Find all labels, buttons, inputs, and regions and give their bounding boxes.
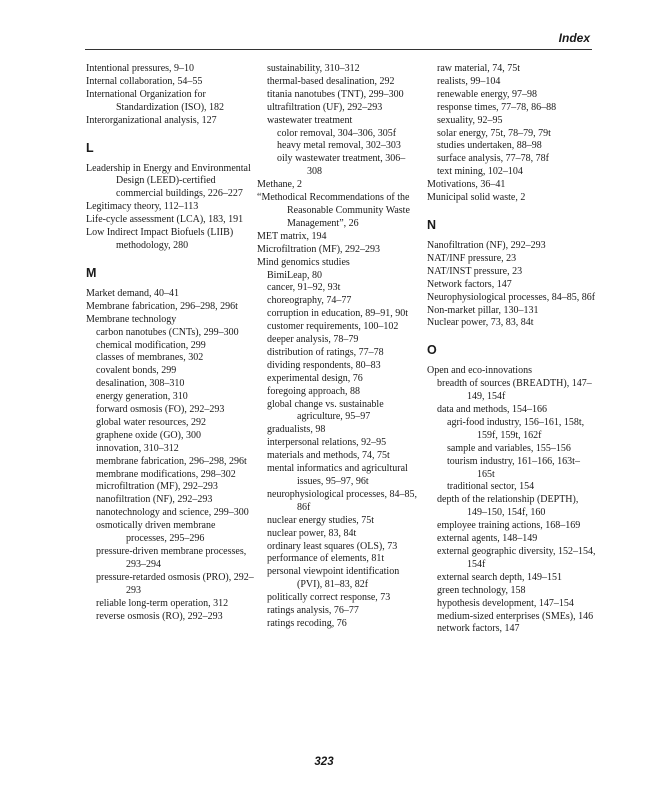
index-entry: Intentional pressures, 9–10 [86, 63, 195, 74]
index-subentry: classes of membranes, 302 [96, 352, 204, 364]
index-subentry: external agents, 148–149 [437, 533, 538, 545]
index-entry: Open and eco-innovations [427, 365, 532, 377]
index-subentry: pressure-retarded osmosis (PRO), 292–293 [96, 571, 254, 596]
index-entry: Interorganizational analysis, 127 [86, 114, 217, 126]
index-entry: Nuclear power, 73, 83, 84t [427, 317, 534, 329]
index-entry: Legitimacy theory, 112–113 [86, 201, 199, 213]
index-subentry: forward osmosis (FO), 292–293 [96, 404, 225, 416]
section-letter: M [86, 265, 97, 280]
index-entry: Membrane fabrication, 296–298, 296t [86, 300, 238, 312]
index-subentry: tourism industry, 161–166, 163t–165t [447, 455, 580, 480]
index-subentry: choreography, 74–77 [267, 295, 352, 307]
index-subentry: nanotechnology and science, 299–300 [96, 507, 249, 519]
index-subentry: cancer, 91–92, 93t [267, 282, 341, 294]
index-subentry: desalination, 308–310 [96, 378, 185, 390]
section-letter: O [427, 343, 437, 358]
index-subentry: network factors, 147 [437, 623, 520, 635]
index-subentry: personal viewpoint identification (PVI), 81–83, 82f [267, 566, 400, 591]
index-subentry: membrane modifications, 298–302 [96, 468, 236, 480]
index-column-1 [86, 63, 256, 623]
index-subentry: ratings analysis, 76–77 [267, 605, 359, 617]
index-subentry: thermal-based desalination, 292 [267, 75, 395, 87]
index-subentry: agri-food industry, 156–161, 158t, 159f, 159t, 162f [447, 416, 585, 441]
index-subentry: osmotically driven membrane processes, 295–296 [96, 520, 216, 545]
index-subentry: sexuality, 92–95 [437, 114, 503, 126]
index-subentry: global change vs. sustainable agriculture, 95–97 [267, 398, 384, 423]
index-entry: Internal collaboration, 54–55 [86, 75, 203, 87]
index-subentry: data and methods, 154–166 [437, 404, 547, 416]
index-subentry: green technology, 158 [437, 584, 526, 596]
index-subentry: wastewater treatment [267, 114, 353, 126]
index-subentry: text mining, 102–104 [437, 166, 523, 178]
page-number: 323 [314, 756, 334, 768]
index-column-2 [257, 63, 417, 631]
index-subentry: surface analysis, 77–78, 78f [437, 153, 549, 165]
index-subentry: sample and variables, 155–156 [447, 442, 571, 454]
index-entry: NAT/INST pressure, 23 [427, 265, 523, 277]
index-subentry: deeper analysis, 78–79 [267, 334, 359, 346]
index-subentry: medium-sized enterprises (SMEs), 146 [437, 610, 594, 622]
index-subentry: ratings recoding, 76 [267, 617, 347, 629]
index-entry: Municipal solid waste, 2 [427, 192, 526, 204]
index-subentry: nanofiltration (NF), 292–293 [96, 494, 213, 506]
index-subentry: external search depth, 149–151 [437, 571, 562, 583]
index-subentry: realists, 99–104 [437, 75, 501, 87]
index-subentry: neurophysiological processes, 84–85, 86f [267, 488, 417, 513]
index-subentry: microfiltration (MF), 292–293 [96, 481, 218, 493]
index-subentry: interpersonal relations, 92–95 [267, 437, 387, 449]
index-subentry: chemical modification, 299 [96, 339, 206, 351]
index-subentry: mental informatics and agricultural issues, 95–97, 96t [267, 463, 408, 487]
index-subentry: graphene oxide (GO), 300 [96, 429, 201, 441]
index-subentry: color removal, 304–306, 305f [277, 127, 397, 139]
index-subentry: membrane fabrication, 296–298, 296t [96, 455, 247, 467]
index-subentry: studies undertaken, 88–98 [437, 140, 542, 152]
index-subentry: ordinary least squares (OLS), 73 [267, 540, 398, 552]
index-subentry: response times, 77–78, 86–88 [437, 101, 557, 113]
index-entry: NAT/INF pressure, 23 [427, 252, 517, 264]
index-subentry: sustainability, 310–312 [267, 63, 360, 74]
index-subentry: dividing respondents, 80–83 [267, 359, 381, 371]
index-column-3 [427, 63, 597, 636]
index-entry: Neurophysiological processes, 84–85, 86f [427, 291, 596, 303]
index-subentry: experimental design, 76 [267, 372, 363, 384]
index-subentry: politically correct response, 73 [267, 592, 391, 604]
index-entry: Microfiltration (MF), 292–293 [257, 243, 381, 255]
index-subentry: materials and methods, 74, 75t [267, 450, 390, 462]
header-rule [85, 49, 592, 50]
index-entry: MET matrix, 194 [257, 230, 327, 242]
index-subentry: oily wastewater treatment, 306–308 [277, 153, 406, 178]
index-subentry: reverse osmosis (RO), 292–293 [96, 610, 223, 622]
index-subentry: reliable long-term operation, 312 [96, 597, 229, 609]
index-subentry: hypothesis development, 147–154 [437, 597, 574, 609]
index-subentry: external geographic diversity, 152–154, 154f [437, 546, 596, 570]
index-subentry: corruption in education, 89–91, 90t [267, 308, 409, 320]
index-subentry: traditional sector, 154 [447, 481, 535, 493]
index-subentry: foregoing approach, 88 [267, 385, 361, 397]
index-entry: Market demand, 40–41 [86, 287, 180, 299]
index-subentry: breadth of sources (BREADTH), 147–149, 154f [437, 378, 592, 403]
index-entry: Methane, 2 [257, 179, 302, 191]
index-subentry: nuclear power, 83, 84t [267, 527, 357, 539]
section-letter: N [427, 217, 437, 232]
index-subentry: titania nanotubes (TNT), 299–300 [267, 88, 404, 100]
index-entry: Life-cycle assessment (LCA), 183, 191 [86, 214, 244, 226]
index-entry: Mind genomics studies [257, 256, 350, 268]
index-subentry: gradualists, 98 [267, 424, 326, 436]
running-head: Index [558, 31, 590, 45]
index-subentry: carbon nanotubes (CNTs), 299–300 [96, 326, 239, 338]
index-subentry: energy generation, 310 [96, 391, 188, 403]
index-subentry: innovation, 310–312 [96, 442, 179, 454]
index-subentry: employee training actions, 168–169 [437, 520, 581, 532]
index-entry: Motivations, 36–41 [427, 179, 506, 191]
index-subentry: BimiLeap, 80 [267, 269, 322, 281]
index-subentry: depth of the relationship (DEPTH), 149–150, 154f, 160 [437, 494, 579, 519]
index-entry: Network factors, 147 [427, 278, 512, 290]
index-subentry: performance of elements, 81t [267, 553, 385, 565]
index-entry: Nanofiltration (NF), 292–293 [427, 239, 546, 251]
index-entry: “Methodical Recommendations of the Reasonable Community Waste Management”, 26 [257, 192, 410, 229]
index-subentry: renewable energy, 97–98 [437, 88, 537, 100]
index-entry: Low Indirect Impact Biofuels (LIIB) methodology, 280 [86, 227, 234, 251]
index-entry: Leadership in Energy and Environmental Design (LEED)-certified commercial buildings, 226–227 [86, 162, 251, 200]
index-subentry: ultrafiltration (UF), 292–293 [267, 101, 383, 113]
index-subentry: pressure-driven membrane processes, 293–294 [96, 546, 247, 570]
section-letter: L [86, 140, 94, 155]
index-subentry: covalent bonds, 299 [96, 365, 177, 377]
index-subentry: global water resources, 292 [96, 416, 206, 428]
index-subentry: nuclear energy studies, 75t [267, 514, 375, 526]
index-entry: Non-market pillar, 130–131 [427, 304, 539, 316]
index-entry: International Organization for Standardization (ISO), 182 [86, 88, 225, 113]
index-subentry: customer requirements, 100–102 [267, 321, 399, 333]
index-subentry: heavy metal removal, 302–303 [277, 140, 401, 152]
index-entry: Membrane technology [86, 313, 177, 325]
index-subentry: raw material, 74, 75t [437, 63, 521, 74]
index-subentry: distribution of ratings, 77–78 [267, 346, 384, 358]
index-subentry: solar energy, 75t, 78–79, 79t [437, 127, 551, 139]
